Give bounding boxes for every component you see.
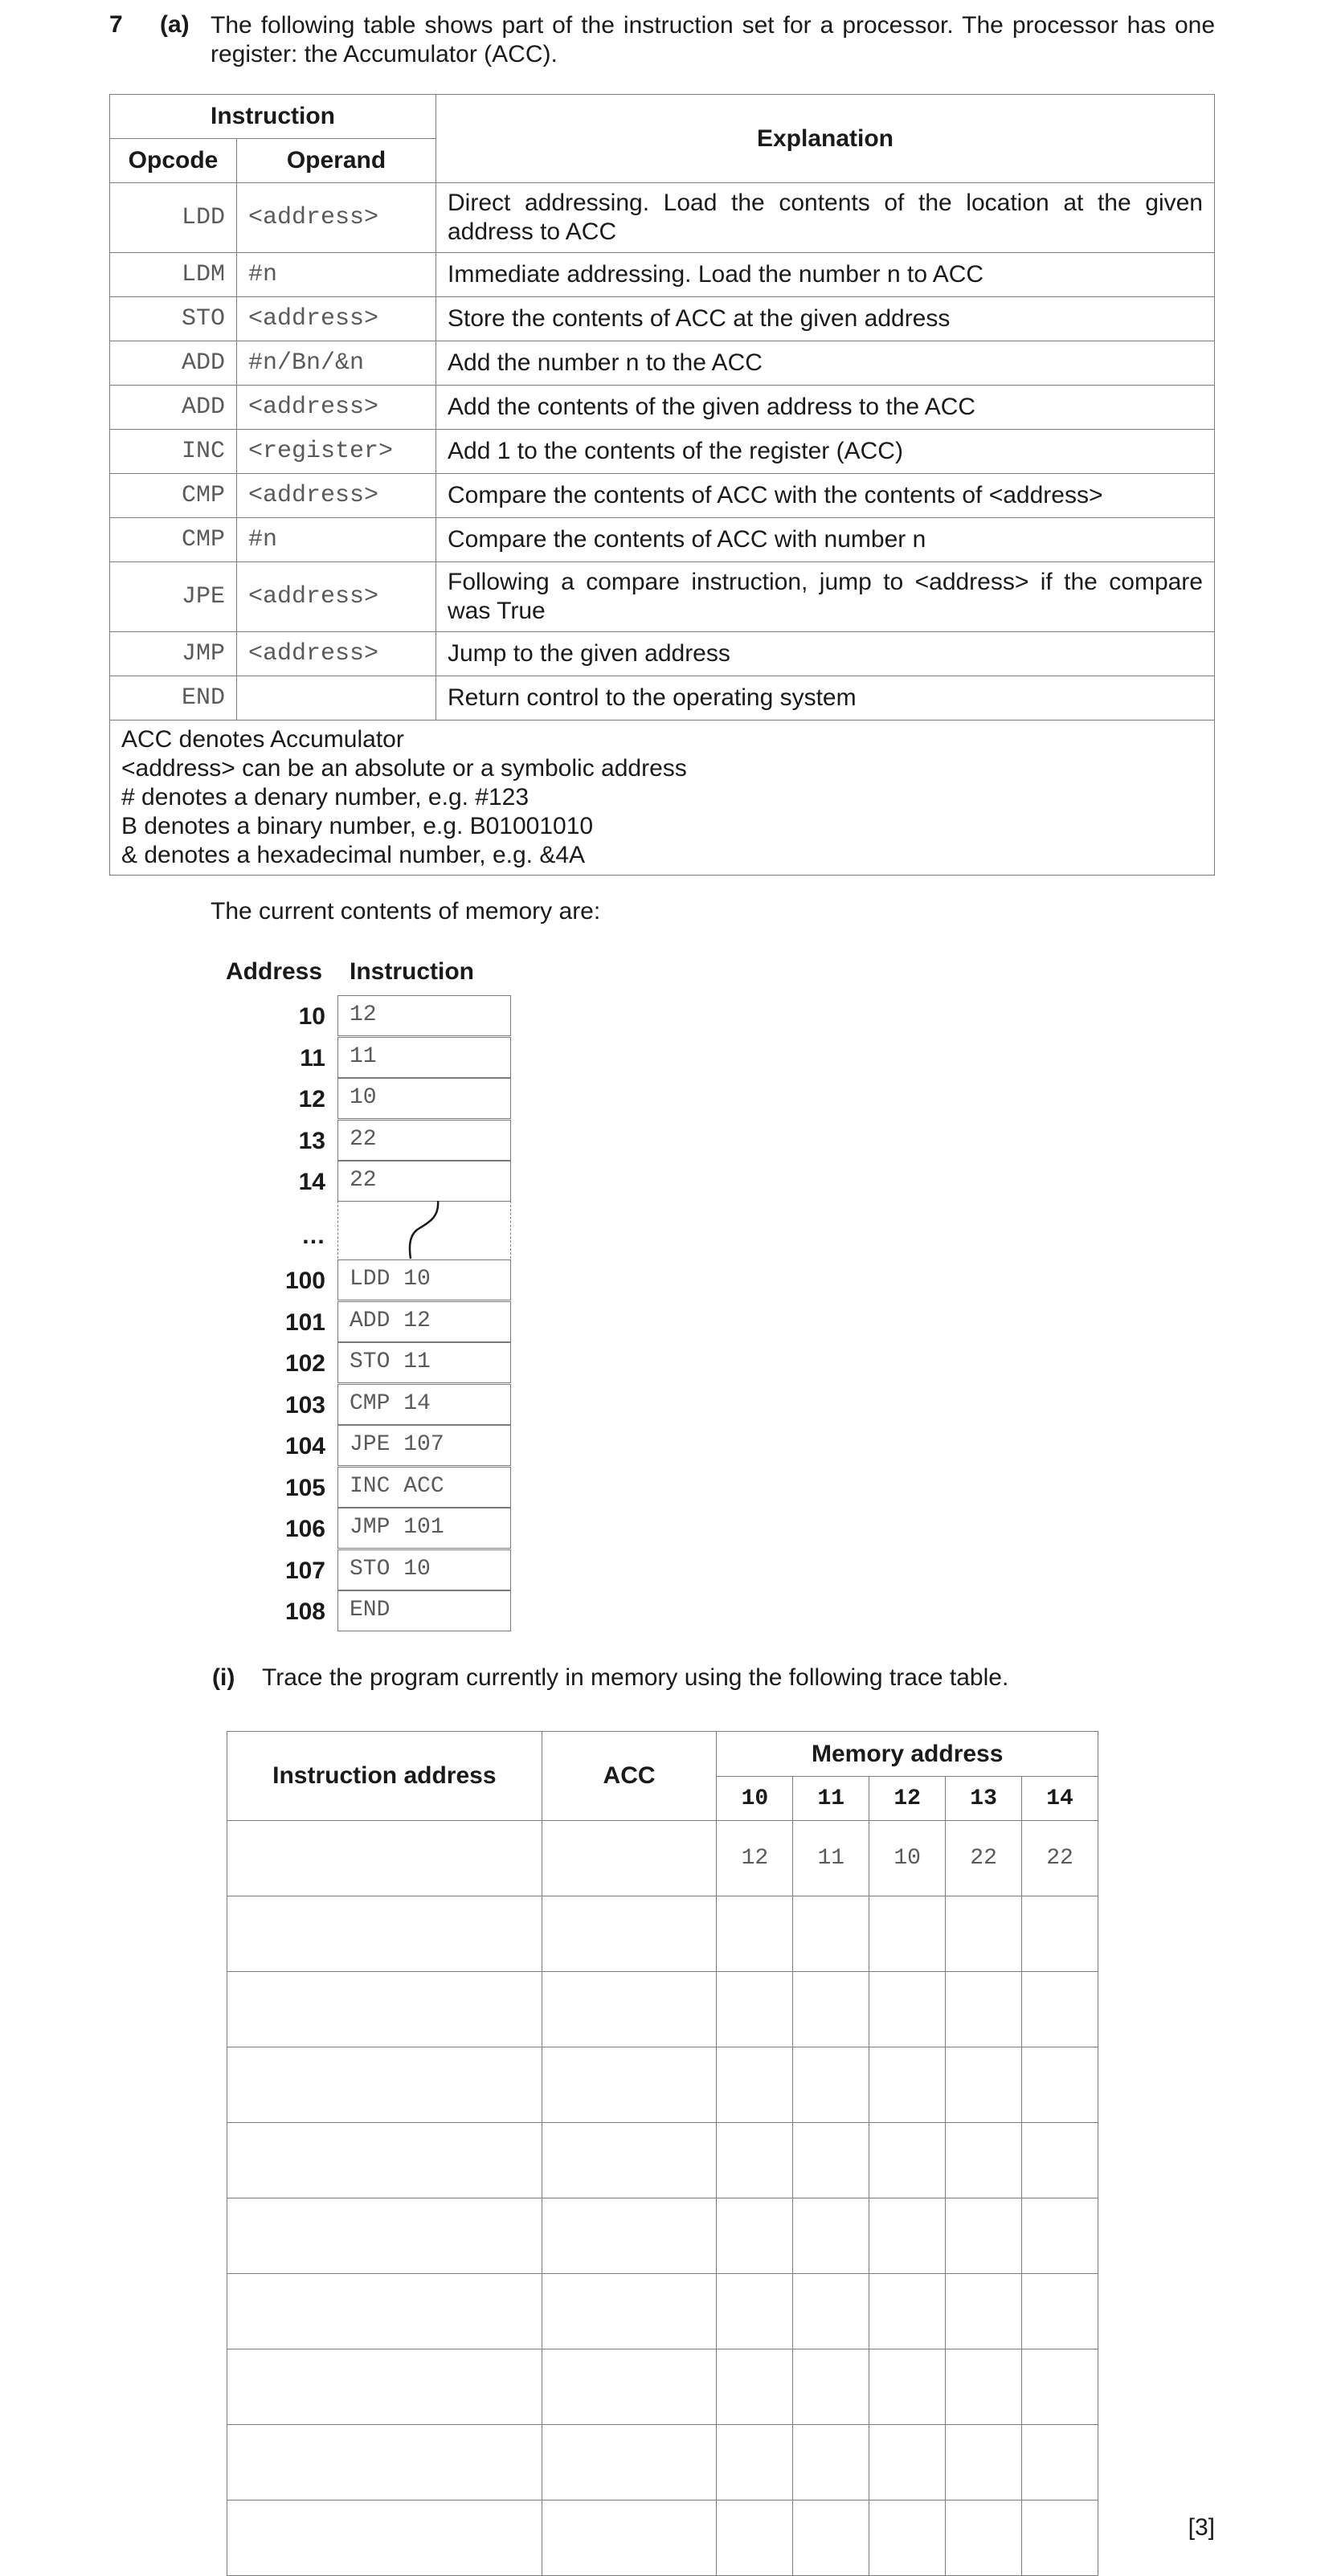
trace-cell-instruction-address[interactable]: [227, 2047, 542, 2123]
trace-cell-memory[interactable]: [793, 2047, 869, 2123]
trace-row: [227, 2047, 1098, 2123]
trace-cell-memory[interactable]: [717, 2349, 793, 2425]
subquestion-text: Trace the program currently in memory using the following trace table.: [262, 1664, 1009, 1691]
instruction-row: [110, 474, 1215, 518]
trace-cell-instruction-address[interactable]: [227, 2349, 542, 2425]
trace-cell-acc[interactable]: [542, 1821, 717, 1896]
memory-address: 11: [300, 1044, 325, 1072]
trace-cell-acc[interactable]: [542, 2123, 717, 2198]
operand-cell: <address>: [237, 632, 436, 676]
trace-cell-memory[interactable]: [1022, 1972, 1098, 2047]
memory-cell: ADD 12: [337, 1301, 511, 1342]
trace-row: [227, 1896, 1098, 1972]
trace-cell-memory[interactable]: [1022, 2123, 1098, 2198]
instruction-row: [110, 341, 1215, 386]
trace-cell-memory[interactable]: [869, 2047, 946, 2123]
opcode-cell: INC: [110, 430, 237, 474]
operand-cell: <address>: [237, 183, 436, 253]
trace-cell-memory[interactable]: [946, 2123, 1022, 2198]
trace-cell-memory[interactable]: [793, 1896, 869, 1972]
trace-initial-value: 22: [1022, 1821, 1098, 1896]
operand-cell: #n/Bn/&n: [237, 341, 436, 386]
operand-cell: #n: [237, 518, 436, 562]
memory-cell: STO 10: [337, 1549, 511, 1590]
trace-cell-memory[interactable]: [946, 2274, 1022, 2349]
trace-header-instruction-address: Instruction address: [227, 1732, 542, 1821]
explanation-cell: Direct addressing. Load the contents of the location at the given address to ACC: [436, 183, 1215, 253]
trace-address-10: 10: [717, 1777, 793, 1821]
memory-address: 102: [284, 1350, 325, 1377]
note-line: ACC denotes Accumulator: [121, 726, 404, 753]
trace-cell-memory[interactable]: [1022, 1896, 1098, 1972]
break-squiggle-icon: [338, 1201, 512, 1259]
memory-cell: JPE 107: [337, 1425, 511, 1466]
operand-cell: <address>: [237, 386, 436, 430]
memory-cell: 10: [337, 1078, 511, 1119]
memory-cell: 12: [337, 995, 511, 1036]
trace-cell-memory[interactable]: [793, 2123, 869, 2198]
opcode-cell: JPE: [110, 562, 237, 632]
memory-gap: [337, 1201, 511, 1259]
opcode-cell: LDM: [110, 253, 237, 297]
trace-cell-instruction-address[interactable]: [227, 2123, 542, 2198]
trace-initial-value: 11: [793, 1821, 869, 1896]
memory-cell: STO 11: [337, 1342, 511, 1383]
trace-cell-memory[interactable]: [869, 2123, 946, 2198]
operand-cell: #n: [237, 253, 436, 297]
explanation-cell: Add 1 to the contents of the register (ACC): [436, 430, 1215, 474]
instruction-row: [110, 676, 1215, 721]
trace-row: [227, 2274, 1098, 2349]
memory-intro: The current contents of memory are:: [211, 898, 601, 925]
memory-cell: CMP 14: [337, 1384, 511, 1425]
operand-cell: <register>: [237, 430, 436, 474]
trace-cell-instruction-address[interactable]: [227, 2500, 542, 2576]
explanation-cell: Return control to the operating system: [436, 676, 1215, 721]
question-part: (a): [160, 11, 190, 38]
trace-cell-memory[interactable]: [717, 2198, 793, 2274]
notes-cell: [110, 721, 1215, 876]
trace-cell-instruction-address[interactable]: [227, 1896, 542, 1972]
trace-row: [227, 2349, 1098, 2425]
note-line: & denotes a hexadecimal number, e.g. &4A: [121, 842, 586, 868]
instruction-row: [110, 632, 1215, 676]
trace-cell-memory[interactable]: [1022, 2274, 1098, 2349]
opcode-cell: JMP: [110, 632, 237, 676]
trace-cell-memory[interactable]: [793, 2198, 869, 2274]
memory-address: 10: [298, 1003, 325, 1030]
subquestion-label: (i): [212, 1664, 235, 1691]
trace-cell-memory[interactable]: [793, 2425, 869, 2500]
trace-row: [227, 2425, 1098, 2500]
trace-cell-memory[interactable]: [717, 2425, 793, 2500]
instruction-row: [110, 183, 1215, 253]
trace-cell-acc[interactable]: [542, 2198, 717, 2274]
memory-cell: 11: [337, 1037, 511, 1078]
trace-cell-memory[interactable]: [1022, 2425, 1098, 2500]
trace-address-12: 12: [869, 1777, 946, 1821]
explanation-cell: Add the number n to the ACC: [436, 341, 1215, 386]
memory-address: 106: [284, 1516, 325, 1542]
trace-cell-memory[interactable]: [869, 2500, 946, 2576]
explanation-cell: Compare the contents of ACC with the contents of <address>: [436, 474, 1215, 518]
trace-cell-memory[interactable]: [793, 2274, 869, 2349]
operand-cell: <address>: [237, 474, 436, 518]
trace-cell-acc[interactable]: [542, 2047, 717, 2123]
opcode-cell: CMP: [110, 518, 237, 562]
trace-cell-memory[interactable]: [946, 1972, 1022, 2047]
marks-allocation: [3]: [1188, 2514, 1215, 2541]
memory-address: 100: [284, 1268, 325, 1294]
trace-cell-memory[interactable]: [946, 2198, 1022, 2274]
explanation-cell: Store the contents of ACC at the given address: [436, 297, 1215, 341]
memory-cell: 22: [337, 1120, 511, 1161]
operand-cell: [237, 676, 436, 721]
instruction-row: [110, 518, 1215, 562]
trace-cell-memory[interactable]: [869, 2349, 946, 2425]
trace-cell-memory[interactable]: [793, 1972, 869, 2047]
trace-row: [227, 2500, 1098, 2576]
instruction-row: [110, 562, 1215, 632]
memory-address: 103: [284, 1391, 325, 1419]
trace-cell-memory[interactable]: [717, 2047, 793, 2123]
trace-cell-memory[interactable]: [946, 2047, 1022, 2123]
trace-cell-memory[interactable]: [717, 2274, 793, 2349]
trace-cell-instruction-address[interactable]: [227, 1972, 542, 2047]
explanation-cell: Jump to the given address: [436, 632, 1215, 676]
trace-cell-memory[interactable]: [717, 1896, 793, 1972]
opcode-cell: LDD: [110, 183, 237, 253]
memory-header-address: Address: [226, 958, 323, 985]
trace-cell-acc[interactable]: [542, 1972, 717, 2047]
memory-cell: JMP 101: [337, 1508, 511, 1549]
trace-initial-value: 10: [869, 1821, 946, 1896]
memory-ellipsis: …: [301, 1223, 325, 1249]
trace-row: [227, 1972, 1098, 2047]
trace-cell-acc[interactable]: [542, 2274, 717, 2349]
operand-cell: <address>: [237, 297, 436, 341]
trace-cell-memory[interactable]: [717, 2500, 793, 2576]
header-operand: Operand: [237, 139, 436, 183]
memory-cell: 22: [337, 1161, 511, 1202]
opcode-cell: ADD: [110, 341, 237, 386]
opcode-cell: ADD: [110, 386, 237, 430]
trace-cell-memory[interactable]: [1022, 2047, 1098, 2123]
question-number: 7: [109, 11, 123, 38]
trace-cell-memory[interactable]: [793, 2500, 869, 2576]
trace-cell-memory[interactable]: [946, 2349, 1022, 2425]
trace-address-13: 13: [946, 1777, 1022, 1821]
explanation-cell: Add the contents of the given address to the ACC: [436, 386, 1215, 430]
trace-cell-acc[interactable]: [542, 2425, 717, 2500]
trace-cell-acc[interactable]: [542, 2500, 717, 2576]
trace-cell-instruction-address[interactable]: [227, 2198, 542, 2274]
trace-table: [227, 1731, 1098, 2576]
header-opcode: Opcode: [110, 139, 237, 183]
header-instruction: Instruction: [110, 95, 436, 139]
instruction-row: [110, 430, 1215, 474]
trace-cell-memory[interactable]: [946, 1896, 1022, 1972]
memory-address: 101: [284, 1308, 325, 1336]
memory-address: 105: [284, 1474, 325, 1501]
memory-address: 14: [298, 1169, 325, 1195]
trace-cell-memory[interactable]: [1022, 2198, 1098, 2274]
opcode-cell: END: [110, 676, 237, 721]
instruction-set-table: [109, 94, 1215, 876]
trace-row: [227, 2123, 1098, 2198]
explanation-cell: Compare the contents of ACC with number n: [436, 518, 1215, 562]
trace-cell-memory[interactable]: [717, 1972, 793, 2047]
trace-cell-instruction-address[interactable]: [227, 1821, 542, 1896]
trace-row: [227, 2198, 1098, 2274]
note-line: # denotes a denary number, e.g. #123: [121, 784, 530, 810]
trace-cell-memory[interactable]: [869, 2198, 946, 2274]
note-line: B denotes a binary number, e.g. B01001010: [121, 813, 594, 839]
opcode-cell: STO: [110, 297, 237, 341]
trace-cell-memory[interactable]: [869, 1896, 946, 1972]
memory-address: 108: [284, 1598, 325, 1625]
question-intro: The following table shows part of the instruction set for a processor. The processor has one register: the Accumulator (ACC).: [211, 12, 1215, 67]
trace-cell-memory[interactable]: [717, 2123, 793, 2198]
instruction-row: [110, 297, 1215, 341]
trace-cell-memory[interactable]: [946, 2500, 1022, 2576]
trace-header-acc: ACC: [542, 1732, 717, 1821]
trace-header-memory-address: Memory address: [717, 1732, 1098, 1777]
opcode-cell: CMP: [110, 474, 237, 518]
trace-cell-acc[interactable]: [542, 2349, 717, 2425]
trace-initial-value: 22: [946, 1821, 1022, 1896]
trace-cell-acc[interactable]: [542, 1896, 717, 1972]
memory-cell: INC ACC: [337, 1467, 511, 1508]
trace-address-11: 11: [793, 1777, 869, 1821]
header-explanation: Explanation: [436, 95, 1215, 183]
instruction-row: [110, 386, 1215, 430]
memory-cell: END: [337, 1590, 511, 1631]
memory-address: 13: [298, 1127, 325, 1154]
trace-cell-memory[interactable]: [869, 2425, 946, 2500]
trace-cell-memory[interactable]: [793, 2349, 869, 2425]
trace-initial-value: 12: [717, 1821, 793, 1896]
trace-cell-memory[interactable]: [1022, 2349, 1098, 2425]
operand-cell: <address>: [237, 562, 436, 632]
memory-address: 104: [284, 1433, 325, 1459]
memory-address: 12: [298, 1086, 325, 1112]
trace-cell-memory[interactable]: [869, 2274, 946, 2349]
explanation-cell: Following a compare instruction, jump to <address> if the compare was True: [436, 562, 1215, 632]
explanation-cell: Immediate addressing. Load the number n to ACC: [436, 253, 1215, 297]
memory-cell: LDD 10: [337, 1259, 511, 1300]
trace-cell-instruction-address[interactable]: [227, 2425, 542, 2500]
trace-initial-row: [227, 1821, 1098, 1896]
trace-cell-memory[interactable]: [869, 1972, 946, 2047]
note-line: <address> can be an absolute or a symbolic address: [121, 755, 687, 782]
trace-cell-memory[interactable]: [946, 2425, 1022, 2500]
trace-cell-memory[interactable]: [1022, 2500, 1098, 2576]
instruction-row: [110, 253, 1215, 297]
memory-header-instruction: Instruction: [350, 958, 474, 985]
memory-address: 107: [284, 1557, 325, 1584]
trace-address-14: 14: [1022, 1777, 1098, 1821]
trace-cell-instruction-address[interactable]: [227, 2274, 542, 2349]
